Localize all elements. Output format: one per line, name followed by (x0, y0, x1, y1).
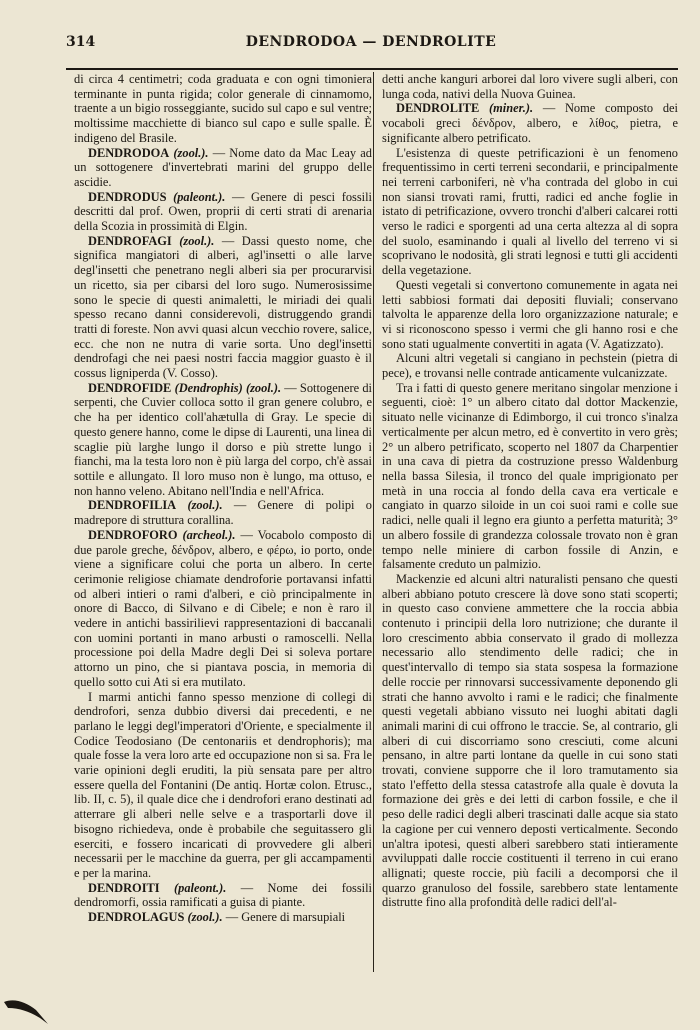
entry-headword: DENDROLITE (396, 101, 480, 116)
entry-text: — Genere di polipi o madrepore di struttura corallina. (74, 498, 372, 528)
dictionary-entry (74, 881, 372, 910)
entry-paragraph (74, 72, 372, 146)
entry-text: — Genere di marsupiali (222, 910, 346, 925)
page-header (66, 34, 676, 56)
entry-domain-tag: (Dendrophis) (zool.). (174, 380, 282, 395)
entry-domain-tag: (zool.). (187, 910, 223, 925)
running-title: DENDRODOA — DENDROLITE (245, 34, 497, 50)
dictionary-entry (382, 101, 678, 145)
entry-domain-tag: (zool.). (187, 498, 223, 513)
entry-headword: DENDROLAGUS (88, 910, 185, 925)
entry-text: — Nome dei fossili dendromorfi, ossia ramificati a guisa di piante. (74, 880, 372, 910)
entry-text: detti anche kanguri arborei dal loro vivere sugli alberi, con lunga coda, nativi della Nuova Guinea. (382, 72, 678, 101)
entry-paragraph (382, 351, 678, 380)
dictionary-entry (74, 234, 372, 381)
entry-paragraph (382, 572, 678, 910)
entry-headword: DENDROFIDE (88, 380, 172, 395)
entry-domain-tag: (paleont.). (173, 189, 226, 204)
entry-headword: DENDROFILIA (88, 498, 177, 513)
entry-headword: DENDROFORO (88, 527, 178, 542)
entry-paragraph (74, 690, 372, 881)
entry-headword: DENDRODUS (88, 189, 167, 204)
dictionary-entry (74, 498, 372, 527)
entry-text: di circa 4 centimetri; coda graduata e con ogni timoniera terminante in punta rigida; color generale di cinnamomo, traente a un bigio rosseggiante, sucido sul capo e sul ventre; moltissime macchiette di bianco sul capo e sulle spalle. È indigeno del Brasile. (74, 72, 372, 145)
entry-domain-tag: (paleont.). (174, 880, 227, 895)
column-divider (373, 72, 374, 972)
entry-text: — Vocabolo composto di due parole greche, δένδρον, albero, e φέρω, io porto, onde viene a significare colui che porta un albero. In certe cerimonie religiose chiamate dendroforie portavansi infatti od alberi intieri o rami d'alberi, e ciò principalmente in onore di Bacco, di Silvano e di Cibele; e non è raro il vedere in antichi bassirilievi rappresentazioni di baccanali con uomini portanti in mano arbusti o ramoscelli. Nella processione poi della Madre degli Dei si soleva portare attorno un pino, che si piantava poscia, in memoria di quello sotto cui Ati si era mutilato. (74, 527, 373, 689)
entry-domain-tag: (miner.). (489, 101, 534, 116)
entry-text: L'esistenza di queste petrificazioni è un fenomeno frequentissimo in certi terreni secondarii, e principalmente nei terreni carboniferi, nè v'ha contrada del globo in cui non siansi trovati rami, frutti, radici ed anche foglie in istato di petrificazione, ovvero tronchi d'alberi calcarei rotti verso le radici e sporgenti ad una certa altezza al di sopra del suolo, esaminando i quali al livello del terreno vi si scoprivano le nodosità, gli strati legnosi e tutti gli accidenti della vegetazione. (382, 145, 678, 278)
entry-text: — Genere di pesci fossili descritti dal prof. Owen, proprii di certi strati di arenaria della Scozia in prossimità di Elgin. (74, 189, 372, 234)
entry-text: Alcuni altri vegetali si cangiano in pechstein (pietra di pece), e trovansi nelle contrade anticamente vulcanizzate. (382, 351, 678, 381)
entry-text: Questi vegetali si convertono comunemente in agata nei letti sabbiosi formati dai depositi fluviali; conservano talvolta le apparenze della loro organizzazione naturale; e vi si riconoscono spesso i vermi che gli hanno rosi e che sono stati ugualmente convertiti in agata (V. Agatizzato). (382, 277, 678, 351)
right-column (382, 72, 678, 910)
entry-headword: DENDRODOA (88, 145, 170, 160)
entry-paragraph (382, 72, 678, 101)
dictionary-entry (74, 146, 372, 190)
page-number: 314 (66, 34, 96, 50)
entry-domain-tag: (zool.). (173, 145, 209, 160)
entry-text: Mackenzie ed alcuni altri naturalisti pensano che questi alberi abbiano potuto crescere là dove sono stati scoperti; in questo caso conviene ammettere che la roccia abbia contenuto i principii della loro nutrizione; che durante il loro crescimento abbia conservato il grado di mollezza necessario allo stendimento delle radici; che in quest'intervallo di tempo sia stata sospesa la formazione delle roccie per rinnovarsi successivamente deponendo gli strati che hanno avvolto i rami e le radici; che finalmente questi vegetali abbiano vissuto nei luoghi abitati dagli animali marini di cui offrono le traccie. Se, al contrario, gli alberi di cui discorriamo sono cresciuti, come alcuni pensano, in altre parti lontane da quelle in cui sono stati trovati, conviene supporre che il loro tramutamento sia stato l'effetto della stessa catastrofe alla quale è dovuta la formazione dei grès e dei letti di carbon fossile, e che il peso delle radici degli alberi trascinati dalle acque sia stato la cagione per cui vennero deposti verticalmente. Secondo un'altra ipotesi, questi alberi sarebbero stati intieramente avviluppati dalle roccie costituenti il terreno in cui erano allignati; queste roccie, più facili a decomporsi che il quarzo granuloso del fossile, sarebbero state lentamente distrutte fino alla profondità delle radici dell'al- (382, 571, 678, 910)
dictionary-entry (74, 381, 372, 499)
entry-domain-tag: (archeol.). (182, 527, 236, 542)
entry-text: — Dassi questo nome, che significa mangiatori di alberi, agl'insetti o alle larve degl'insetti che penetrano negli alberi sia per procurarvisi un ricetto, sia per cibarsi del loro sugo. Numerosissime sono le specie di questi animaletti, le miriadi dei quali spesso recano danni considerevoli, distruggendo grandi tratti di foreste. Non avvi quasi alcun vecchio rovere, salice, ecc. che non ne nutra di varie sorta. Uno degl'insetti dendrofagi che nei paesi nostri faccia maggior guasto è il cossus ligniperda (V. Cosso). (74, 233, 372, 381)
left-column (74, 72, 372, 925)
entry-paragraph (382, 278, 678, 352)
entry-domain-tag: (zool.). (179, 233, 215, 248)
entry-text: I marmi antichi fanno spesso menzione di collegi di dendrofori, senza dubbio diversi dai precedenti, e ne parlano le leggi degl'imperatori d'Oriente, e specialmente il Codice Teodosiano (De centonariis et dendrophoris); ma quale fosse la vera loro arte ed occupazione non si sa. Fra le varie opinioni degli eruditi, la più sensata pare per altro essere quella del Fontanini (De antiq. Hortæ colon. Etrusc., lib. II, c. 5), il quale dice che i dendrofori erano destinati ad atterrare gli alberi nelle selve e a trasportarli dove il bisogno richiedeva, onde è probabile che seguitassero gli eserciti, e fossero incaricati di provvedere gli alberi necessarii per le macchine da guerra, per gli accampamenti e per la marina. (74, 689, 372, 880)
dictionary-entry (74, 910, 372, 925)
torn-corner-mark (0, 990, 60, 1030)
entry-text: — Nome composto dei vocaboli greci δένδρον, albero, e λίθος, pietra, e significante albero petrificato. (382, 101, 678, 145)
dictionary-entry (74, 528, 372, 690)
entry-headword: DENDROITI (88, 880, 160, 895)
dictionary-entry (74, 190, 372, 234)
entry-paragraph (382, 146, 678, 278)
entry-text: — Nome dato da Mac Leay ad un sottogenere d'invertebrati marini del gruppo delle ascidie. (74, 145, 372, 189)
entry-headword: DENDROFAGI (88, 233, 172, 248)
entry-text: Tra i fatti di questo genere meritano singolar menzione i seguenti, cioè: 1° un albero citato dal dottor Mackenzie, situato nelle vicinanze di Edimborgo, il cui tronco s'inalza verticalmente per alcun metro, ed è convertito in vero grès; 2° un albero petrificato, scoperto nel 1807 da Charpentier in una cava di pietra da costruzione presso Waldenburg nella bassa Silesia, il tronco del quale imprigionato per metà in una roccia al fondo della cava era verticale e cangiato in quarzo siloide in un coi suoi rami e colle sue radici, nelle quali il legno era giunto a perfetta maturità; 3° un albero fossile di grandezza colossale trovato non è gran tempo nelle miniere di carbon fossile di Anzin, e falsamente creduto un palmizio. (382, 380, 678, 572)
entry-text: — Sottogenere di serpenti, che Cuvier colloca sotto il gran genere colubro, e che ha per identico coll'ahætulla di Gray. Le specie di questo genere hanno, come le dipse di Laurenti, una linea di scaglie più larghe lungo il dorso e più strette lungo i fianchi, ma la testa loro non è più larga del corpo, ch'è assai sottile e allungato. Il loro muso non è lungo, ma ottuso, e non hanno veleno. Abitano nell'India e nell'Africa. (74, 380, 372, 498)
entry-paragraph (382, 381, 678, 572)
header-rule (66, 68, 678, 70)
